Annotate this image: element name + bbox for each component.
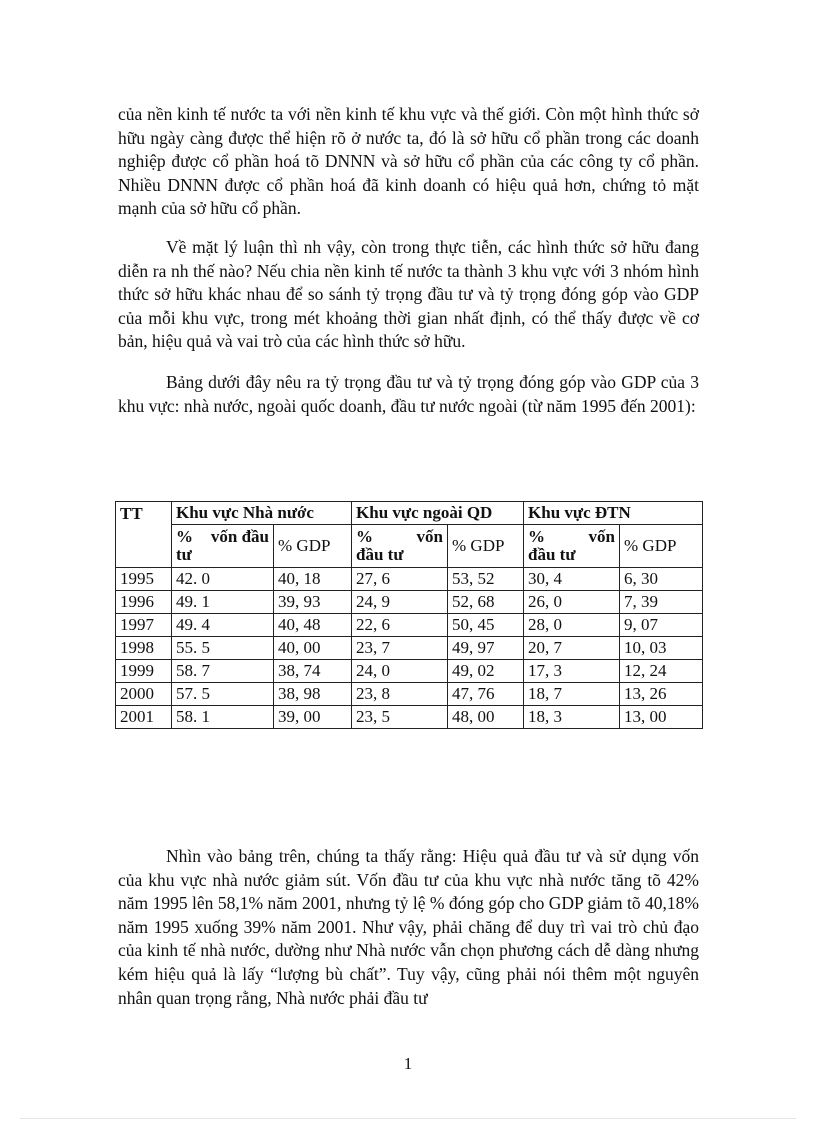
year-cell: 2000	[116, 683, 172, 706]
fdi-gdp-cell: 6, 30	[620, 568, 703, 591]
paragraph-3: Bảng dưới đây nêu ra tỷ trọng đầu tư và tỷ trọng đóng góp vào GDP của 3 khu vực: nhà nước, ngoài quốc doanh, đầu tư nước ngoài (từ năm 1995 đến 2001):	[118, 372, 699, 416]
fdi-invest-cell: 30, 4	[524, 568, 620, 591]
fdi-invest-cell: 28, 0	[524, 614, 620, 637]
page-number: 1	[403, 1054, 413, 1073]
non-state-invest-cell: 23, 8	[352, 683, 448, 706]
state-invest-cell: 57. 5	[172, 683, 274, 706]
state-gdp-cell: 40, 00	[274, 637, 352, 660]
year-cell: 1995	[116, 568, 172, 591]
non-state-gdp-cell: 50, 45	[448, 614, 524, 637]
year-cell: 1999	[116, 660, 172, 683]
fdi-gdp-header: % GDP	[620, 525, 703, 568]
state-invest-cell: 49. 4	[172, 614, 274, 637]
non-state-invest-cell: 23, 5	[352, 706, 448, 729]
table-row	[116, 591, 703, 614]
table-row	[116, 706, 703, 729]
state-gdp-cell: 40, 18	[274, 568, 352, 591]
table-sub-header-row	[116, 525, 703, 568]
fdi-gdp-cell: 10, 03	[620, 637, 703, 660]
fdi-gdp-cell: 13, 26	[620, 683, 703, 706]
paragraph-1: của nền kinh tế nước ta với nền kinh tế khu vực và thế giới. Còn một hình thức sở hữu ngày càng được thể hiện rõ ở nước ta, đó là sở hữu cổ phần trong các doanh nghiệp được cổ phần hoá tõ DNNN và sở hữu cổ phần của các công ty cổ phần. Nhiều DNNN được cổ phần hoá đã kinh doanh có hiệu quả hơn, chứng tỏ mặt mạnh của sở hữu cổ phần.	[118, 104, 699, 219]
non-state-invest-header: % vốn đầu tư	[352, 525, 448, 568]
non-state-gdp-cell: 47, 76	[448, 683, 524, 706]
tt-header: TT	[116, 502, 172, 568]
non-state-invest-cell: 22, 6	[352, 614, 448, 637]
state-gdp-header: % GDP	[274, 525, 352, 568]
state-gdp-cell: 38, 98	[274, 683, 352, 706]
non-state-gdp-cell: 49, 02	[448, 660, 524, 683]
table-row	[116, 660, 703, 683]
non-state-gdp-cell: 52, 68	[448, 591, 524, 614]
investment-gdp-table	[115, 501, 703, 729]
paragraph-4: Nhìn vào bảng trên, chúng ta thấy rằng: Hiệu quả đầu tư và sử dụng vốn của khu vực nhà nước giảm sút. Vốn đầu tư của khu vực nhà nước tăng tõ 42% năm 1995 lên 58,1% năm 2001, nhưng tỷ lệ % đóng góp cho GDP giảm tõ 40,18% năm 1995 xuống 39% năm 2001. Như vậy, phải chăng để duy trì vai trò chủ đạo của kinh tế nhà nước, dường như Nhà nước vẫn chọn phương cách dễ dàng nhưng kém hiệu quả là lấy “lượng bù chất”. Tuy vậy, cũng phải nói thêm một nguyên nhân quan trọng rằng, Nhà nước phải đầu tư	[118, 846, 699, 1008]
fdi-gdp-cell: 13, 00	[620, 706, 703, 729]
group-header-non-state-sector: Khu vực ngoài QD	[352, 502, 524, 525]
fdi-invest-cell: 18, 3	[524, 706, 620, 729]
non-state-invest-cell: 23, 7	[352, 637, 448, 660]
fdi-invest-cell: 17, 3	[524, 660, 620, 683]
fdi-invest-header: % vốn đầu tư	[524, 525, 620, 568]
state-gdp-cell: 38, 74	[274, 660, 352, 683]
non-state-invest-cell: 24, 0	[352, 660, 448, 683]
fdi-gdp-cell: 9, 07	[620, 614, 703, 637]
state-gdp-cell: 39, 00	[274, 706, 352, 729]
state-gdp-cell: 40, 48	[274, 614, 352, 637]
state-invest-header: % vốn đầu tư	[172, 525, 274, 568]
non-state-gdp-cell: 53, 52	[448, 568, 524, 591]
year-cell: 1996	[116, 591, 172, 614]
non-state-gdp-header: % GDP	[448, 525, 524, 568]
fdi-gdp-cell: 12, 24	[620, 660, 703, 683]
non-state-invest-cell: 27, 6	[352, 568, 448, 591]
paragraph-2: Về mặt lý luận thì nh vậy, còn trong thực tiễn, các hình thức sở hữu đang diễn ra nh thế nào? Nếu chia nền kinh tế nước ta thành 3 khu vực với 3 nhóm hình thức sở hữu khác nhau để so sánh tỷ trọng đầu tư và tỷ trọng đóng góp vào GDP của mỗi khu vực, trong mét khoảng thời gian nhất định, có thể thấy được về cơ bản, hiệu quả và vai trò của các hình thức sở hữu.	[118, 237, 699, 352]
table-row	[116, 568, 703, 591]
fdi-invest-cell: 18, 7	[524, 683, 620, 706]
table-group-header-row	[116, 502, 703, 525]
state-invest-cell: 58. 7	[172, 660, 274, 683]
year-cell: 2001	[116, 706, 172, 729]
state-invest-cell: 49. 1	[172, 591, 274, 614]
non-state-invest-cell: 24, 9	[352, 591, 448, 614]
state-invest-cell: 58. 1	[172, 706, 274, 729]
table-row	[116, 683, 703, 706]
fdi-invest-cell: 26, 0	[524, 591, 620, 614]
non-state-gdp-cell: 48, 00	[448, 706, 524, 729]
year-cell: 1997	[116, 614, 172, 637]
fdi-invest-cell: 20, 7	[524, 637, 620, 660]
state-invest-cell: 55. 5	[172, 637, 274, 660]
fdi-gdp-cell: 7, 39	[620, 591, 703, 614]
page-bottom-divider	[20, 1118, 796, 1119]
group-header-fdi-sector: Khu vực ĐTN	[524, 502, 703, 525]
table-row	[116, 637, 703, 660]
group-header-state-sector: Khu vực Nhà nước	[172, 502, 352, 525]
state-invest-cell: 42. 0	[172, 568, 274, 591]
table-row	[116, 614, 703, 637]
non-state-gdp-cell: 49, 97	[448, 637, 524, 660]
year-cell: 1998	[116, 637, 172, 660]
state-gdp-cell: 39, 93	[274, 591, 352, 614]
